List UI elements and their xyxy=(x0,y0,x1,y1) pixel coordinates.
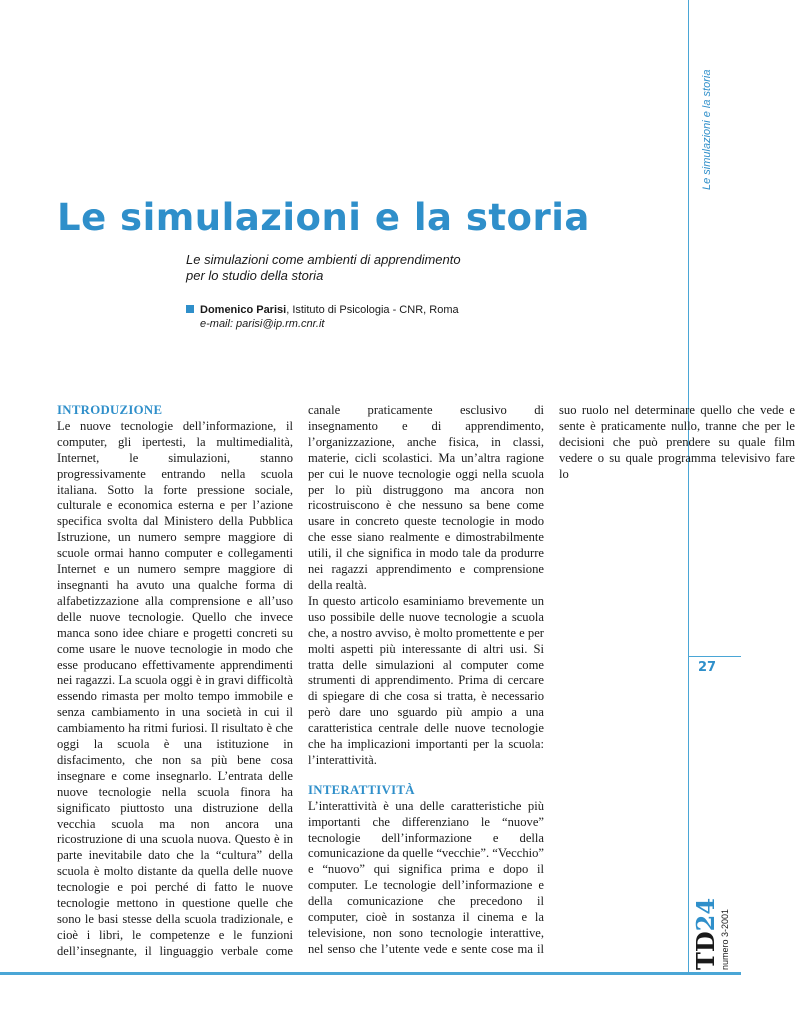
author-block xyxy=(186,303,606,331)
page-number-rule xyxy=(689,656,741,657)
journal-name-number: 24 xyxy=(691,897,720,932)
author-email: e-mail: parisi@ip.rm.cnr.it xyxy=(200,318,325,330)
article-title: Le simulazioni e la storia xyxy=(57,196,590,239)
running-head: Le simulazioni e la storia xyxy=(701,69,713,190)
author-affiliation: , Istituto di Psicologia - CNR, Roma xyxy=(286,304,459,316)
article-subtitle xyxy=(186,252,606,284)
page-number: 27 xyxy=(698,660,717,675)
margin-rule xyxy=(688,0,689,975)
footer-rule xyxy=(0,972,741,975)
author-name: Domenico Parisi xyxy=(200,304,287,316)
interattivita-paragraph: L’interattività è una delle caratteristiche più importanti che differenziano le “nuove” tecnologie dell’informazione e della comunicazione da quelle “vecchie”. “Vecchio” e “nuovo” qui significa prima e dopo il computer. Le tecnologie dell’informazione e della comunicazione che precedono il computer, cioè in sostanza il cinema e la televisione, non sono tecnologie interattive, nel senso che l’utente vede e sente cose ma il suo ruolo nel determinare quello che vede e sente è praticamente nullo, tranne che per le decisioni che può prendere su quale film vedere o su quale programma televisivo fare lo xyxy=(308,403,795,956)
square-bullet-icon xyxy=(186,305,194,313)
journal-block xyxy=(690,897,738,970)
journal-name-prefix: TD xyxy=(691,931,720,970)
page-number-block xyxy=(689,656,741,682)
section-gap xyxy=(308,769,544,783)
journal-name xyxy=(691,897,720,970)
subtitle-line-2: per lo studio della storia xyxy=(186,268,324,283)
section-heading-interattivita: INTERATTIVITÀ xyxy=(308,782,415,797)
subtitle-line-1: Le simulazioni come ambienti di apprendimento xyxy=(186,252,461,267)
intro-paragraph-2: In questo articolo esaminiamo brevemente un uso possibile delle nuove tecnologie a scuola che, a nostro avviso, è molto promettente e per molti aspetti più interessante di altri usi. Si tratta delle simulazioni al computer come strumenti di apprendimento. Prima di cercare di spiegare di che cosa si tratta, è necessario però dare uno sguardo più ampio a una caratteristica centrale delle nuove tecnologie che ha implicazioni importanti per la scuola: l’interattività. xyxy=(308,593,544,767)
section-heading-introduzione: INTRODUZIONE xyxy=(57,403,163,417)
journal-issue: numero 3-2001 xyxy=(720,908,730,970)
intro-paragraph-1: Le nuove tecnologie dell’informazione, il computer, gli ipertesti, la multimedialità, Internet, le simulazioni, stanno progressivamente entrando nella scuola italiana. Sotto la forte pressione sociale, culturale e economica esterna e per l’azione specifica svolta dal Ministero della Pubblica Istruzione, un numero sempre maggiore di scuole ormai hanno computer e collegamenti Internet e un numero sempre maggiore di insegnanti ha avuto una qualche forma di alfabetizzazione alla comprensione e all’uso delle nuove tecnologie. Quello che invece manca sono idee chiare e progetti concreti su come usare le nuove tecnologie in modo che esse producano effettivamente apprendimenti nei ragazzi. La scuola oggi è in gravi difficoltà essendo rimasta per molto tempo immobile e senza cambiamento in una società in cui il cambiamento ha ritmi furiosi. Il risultato è che oggi la scuola è una istituzione in disfacimento, che non sa più bene cosa insegnare e come insegnarlo. L’entrata delle nuove tecnologie nella scuola finora ha significato piuttosto una distruzione della vecchia scuola ma non ancora una ricostruzione di una scuola nuova. Questo è in parte inevitabile dato che la “cultura” della scuola è molto distante da quella delle nuove tecnologie e poi perché di fatto le nuove tecnologie mettono in questione quelle che sono le basi stesse della scuola tradizionale, e cioè i libri, le competenze e le funzioni dell’insegnante, il linguaggio verbale come canale praticamente esclusivo di insegnamento e di apprendimento, l’organizzazione, anche fisica, in classi, materie, cicli scolastici. Ma un’altra ragione per cui le nuove tecnologie oggi nella scuola per lo più distruggono ma ancora non ricostruiscono è che nessuno sa bene come usare in concreto queste tecnologie in modo che esse siano realmente e dimostrabilmente utili, il che significa in modo tale da produrre nei ragazzi apprendimento e comprensione della realtà. xyxy=(57,403,544,958)
